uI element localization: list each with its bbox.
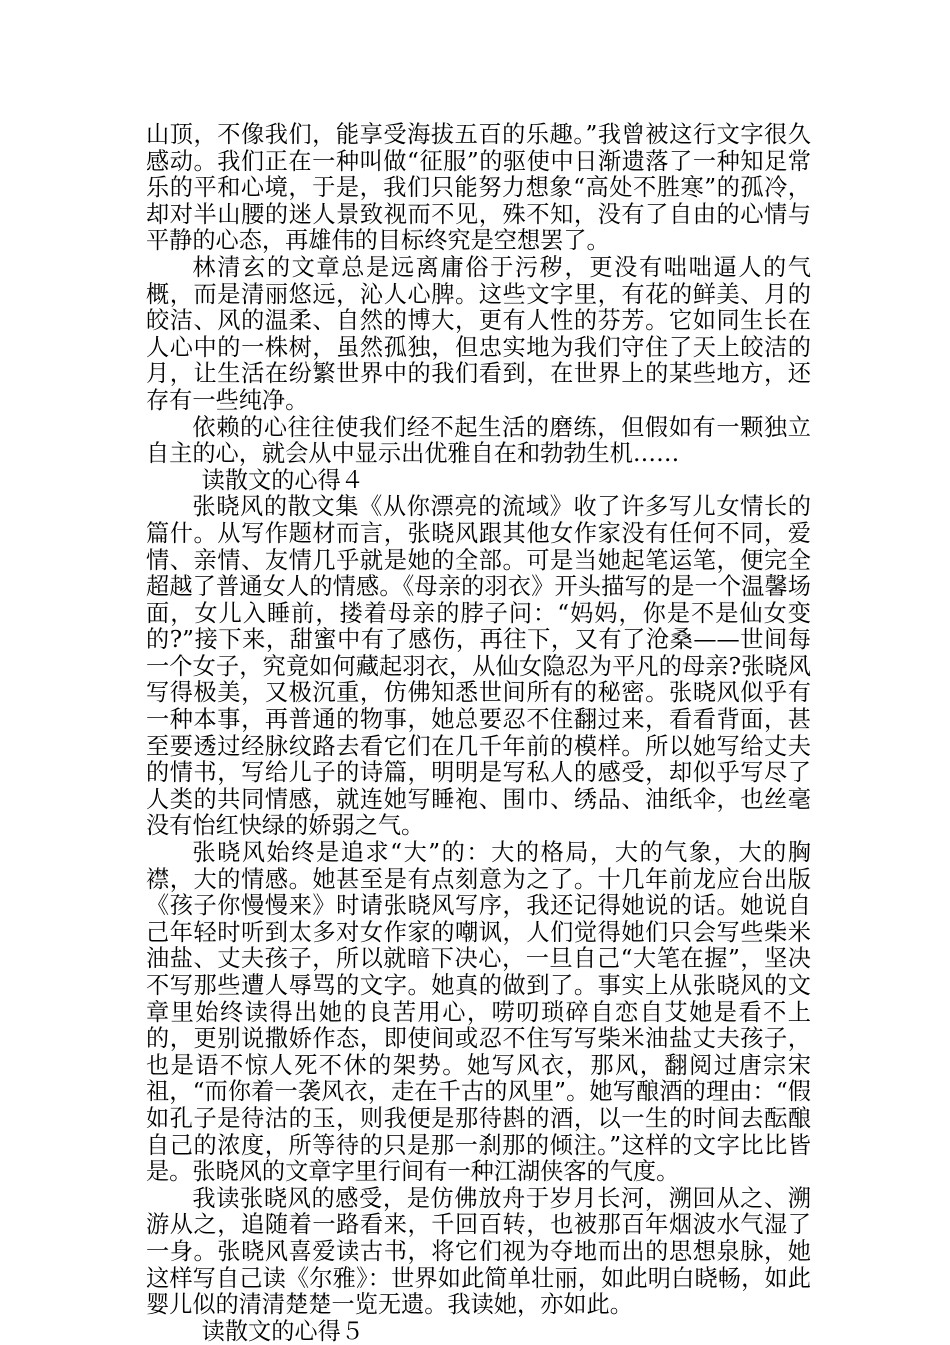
- paragraph-lin-qingxuan: 林清玄的文章总是远离庸俗于污秽，更没有咄咄逼人的气概，而是清丽悠远，沁人心脾。这些文字里，有花的鲜美、月的皎洁、风的温柔、自然的博大，更有人性的芬芳。它如同生长在人心中的一株树，虽然孤独，但忠实地为我们守住了天上皎洁的月，让生活在纷繁世界中的我们看到，在世界上的某些地方，还存有一些纯净。: [146, 253, 811, 414]
- paragraph-zhang-xiaofeng-grandeur: 张晓风始终是追求“大”的：大的格局，大的气象，大的胸襟，大的情感。她甚至是有点刻意为之了。十几年前龙应台出版《孩子你慢慢来》时请张晓风写序，我还记得她说的话。她说自己年轻时听到太多对女作家的嘲讽，人们觉得她们只会写些柴米油盐、丈夫孩子，所以就暗下决心，一旦自己“大笔在握”，坚决不写那些遭人辱骂的文字。她真的做到了。事实上从张晓风的文章里始终读得出她的良苦用心，唠叨琐碎自恋自艾她是看不上的，更别说撒娇作态，即使间或忍不住写写柴米油盐丈夫孩子，也是语不惊人死不休的架势。她写风衣，那风，翻阅过唐宗宋祖，“而你着一袭风衣，走在千古的风里”。她写酿酒的理由：“假如孔子是待沽的玉，则我便是那待斟的酒，以一生的时间去酝酿自己的浓度，所等待的只是那一刹那的倾注。”这样的文字比比皆是。张晓风的文章字里行间有一种江湖侠客的气度。: [146, 839, 811, 1186]
- paragraph-zhang-xiaofeng-collection: 张晓风的散文集《从你漂亮的流域》收了许多写儿女情长的篇什。从写作题材而言，张晓风跟其他女作家没有任何不同，爱情、亲情、友情几乎就是她的全部。可是当她起笔运笔，便完全超越了普通女人的情感。《母亲的羽衣》开头描写的是一个温馨场面，女儿入睡前，搂着母亲的脖子问：“妈妈，你是不是仙女变的?”接下来，甜蜜中有了感伤，再往下，又有了沧桑——世间每一个女子，究竟如何藏起羽衣，从仙女隐忍为平凡的母亲?张晓风写得极美，又极沉重，仿佛知悉世间所有的秘密。张晓风似乎有一种本事，再普通的物事，她总要忍不住翻过来，看看背面，甚至要透过经脉纹路去看它们在几千年前的模样。所以她写给丈夫的情书，写给儿子的诗篇，明明是写私人的感受，却似乎写尽了人类的共同情感，就连她写睡袍、围巾、绣品、油纸伞，也丝毫没有怡红快绿的娇弱之气。: [146, 493, 811, 840]
- paragraph-continued: 山顶，不像我们，能享受海拔五百的乐趣。”我曾被这行文字很久感动。我们正在一种叫做“征服”的驱使中日渐遗落了一种知足常乐的平和心境，于是，我们只能努力想象“高处不胜寒”的孤冷，却对半山腰的迷人景致视而不见，殊不知，没有了自由的心情与平静的心态，再雄伟的目标终究是空想罢了。: [146, 121, 811, 255]
- paragraph-dependence: 依赖的心往往使我们经不起生活的磨练，但假如有一颗独立自主的心，就会从中显示出优雅自在和勃勃生机……: [146, 413, 811, 468]
- section-heading-5: 读散文的心得５: [201, 1317, 364, 1345]
- paragraph-reading-feeling: 我读张晓风的感受，是仿佛放舟于岁月长河，溯回从之、溯游从之，追随着一路看来，千回百转，也被那百年烟波水气湿了一身。张晓风喜爱读古书，将它们视为夺地而出的思想泉脉，她这样写自己读《尔雅》：世界如此简单壮丽，如此明白晓畅，如此婴儿似的清清楚楚一览无遗。我读她，亦如此。: [146, 1184, 811, 1319]
- section-heading-4: 读散文的心得４: [201, 466, 364, 494]
- document-body: [146, 122, 811, 1345]
